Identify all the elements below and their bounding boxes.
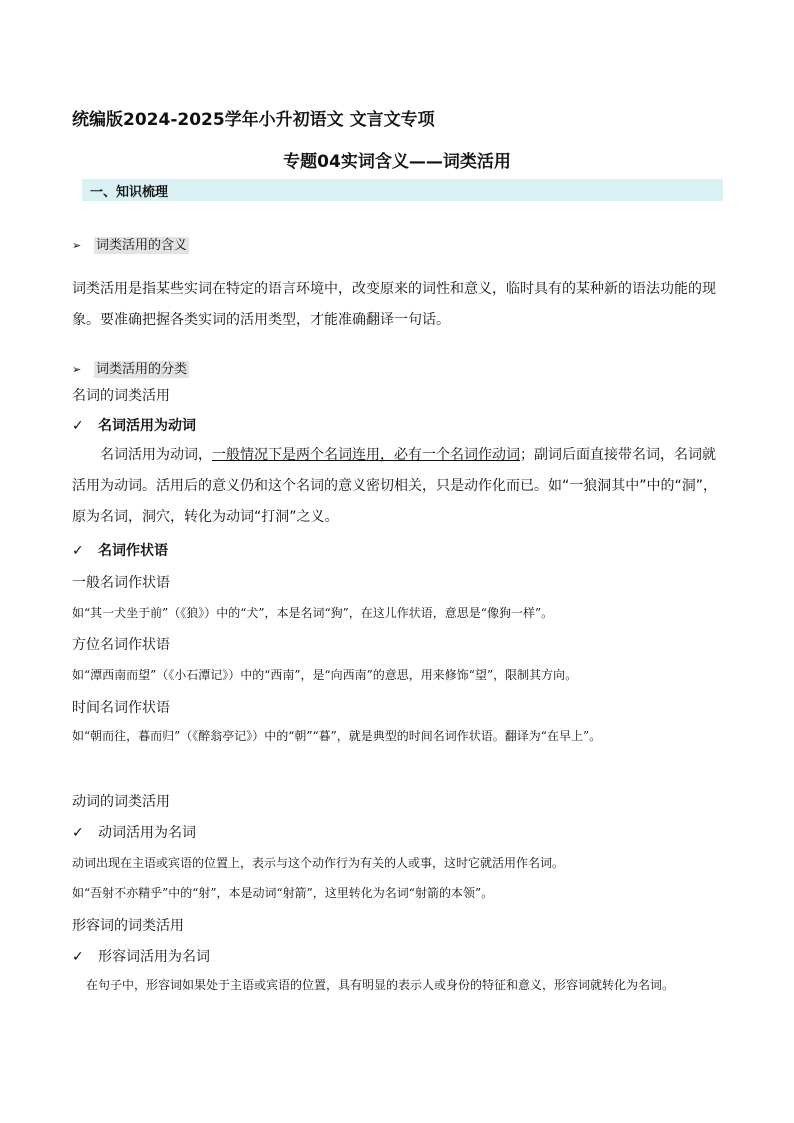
noun-heading: 名词的词类活用 [72,388,170,404]
adjective-as-noun-text: 在句子中，形容词如果处于主语或宾语的位置，具有明显的表示人或身份的特征和意义，形容词就转化为名词。 [86,978,675,992]
noun-as-verb-underlined: 一般情况下是两个名词连用，必有一个名词作动词 [212,447,520,463]
adjective-as-noun-label: 形容词活用为名词 [98,949,210,965]
meaning-paragraph: 词类活用是指某些实词在特定的语言环境中，改变原来的词性和意义，临时具有的某种新的语法功能的现象。要准确把握各类实词的活用类型，才能准确翻译一句话。 [72,281,716,328]
verb-as-noun-heading [72,822,196,842]
adjective-as-noun-heading [72,946,210,966]
time-noun-text: 如“朝而往，暮而归”（《醉翁亭记》）中的“朝”“暮”，就是典型的时间名词作状语。翻译为“在早上”。 [72,729,602,743]
document-title: 统编版2024-2025学年小升初语文 文言文专项 [72,110,435,130]
section-heading-bar [82,179,723,201]
check-bullet-icon: ✓ [72,825,84,841]
section-heading-label: 一、知识梳理 [90,185,169,200]
general-noun-heading: 一般名词作状语 [72,575,170,591]
adjective-heading: 形容词的词类活用 [72,918,184,934]
direction-noun-heading: 方位名词作状语 [72,637,170,653]
verb-as-noun-text1: 动词出现在主语或宾语的位置上，表示与这个动作行为有关的人或事，这时它就活用作名词。 [72,856,565,870]
noun-as-adverbial-label: 名词作状语 [98,543,168,559]
noun-as-verb-text-b: ；副词后面直接带名词，名词就活用为动词。活用后的意义仍和这个名词的意义密切相关，只是动作化而已。如“一狼洞其中”中的“洞”，原为名词，洞穴，转化为动词“打洞”之义。 [72,447,718,525]
verb-as-noun-text2: 如“吾射不亦精乎”中的“射”，本是动词“射箭”，这里转化为名词“射箭的本领”。 [72,886,494,900]
meaning-heading-label: 词类活用的含义 [96,238,188,253]
document-subtitle: 专题04实词含义——词类活用 [283,152,511,172]
noun-as-verb-paragraph [72,440,724,533]
check-bullet-icon: ✓ [72,418,84,434]
noun-as-verb-label: 名词活用为动词 [98,418,196,434]
general-noun-text: 如“其一犬坐于前”（《狼》）中的“犬”，本是名词“狗”，在这儿作状语，意思是“像狗一样”。 [72,606,554,620]
noun-as-verb-text-a: 名词活用为动词， [100,447,212,463]
noun-as-adverbial-heading [72,540,168,560]
arrow-bullet-icon: ➢ [72,239,82,252]
meaning-heading [72,234,189,253]
arrow-bullet-icon: ➢ [72,363,82,376]
classification-heading-label: 词类活用的分类 [96,362,188,377]
verb-as-noun-label: 动词活用为名词 [98,825,196,841]
verb-heading: 动词的词类活用 [72,794,170,810]
check-bullet-icon: ✓ [72,949,84,965]
time-noun-heading: 时间名词作状语 [72,700,170,716]
check-bullet-icon: ✓ [72,543,84,559]
direction-noun-text: 如“潭西南而望”（《小石潭记》）中的“西南”，是“向西南”的意思，用来修饰“望”，限制其方向。 [72,668,578,682]
noun-as-verb-heading [72,415,196,435]
classification-heading [72,358,189,377]
